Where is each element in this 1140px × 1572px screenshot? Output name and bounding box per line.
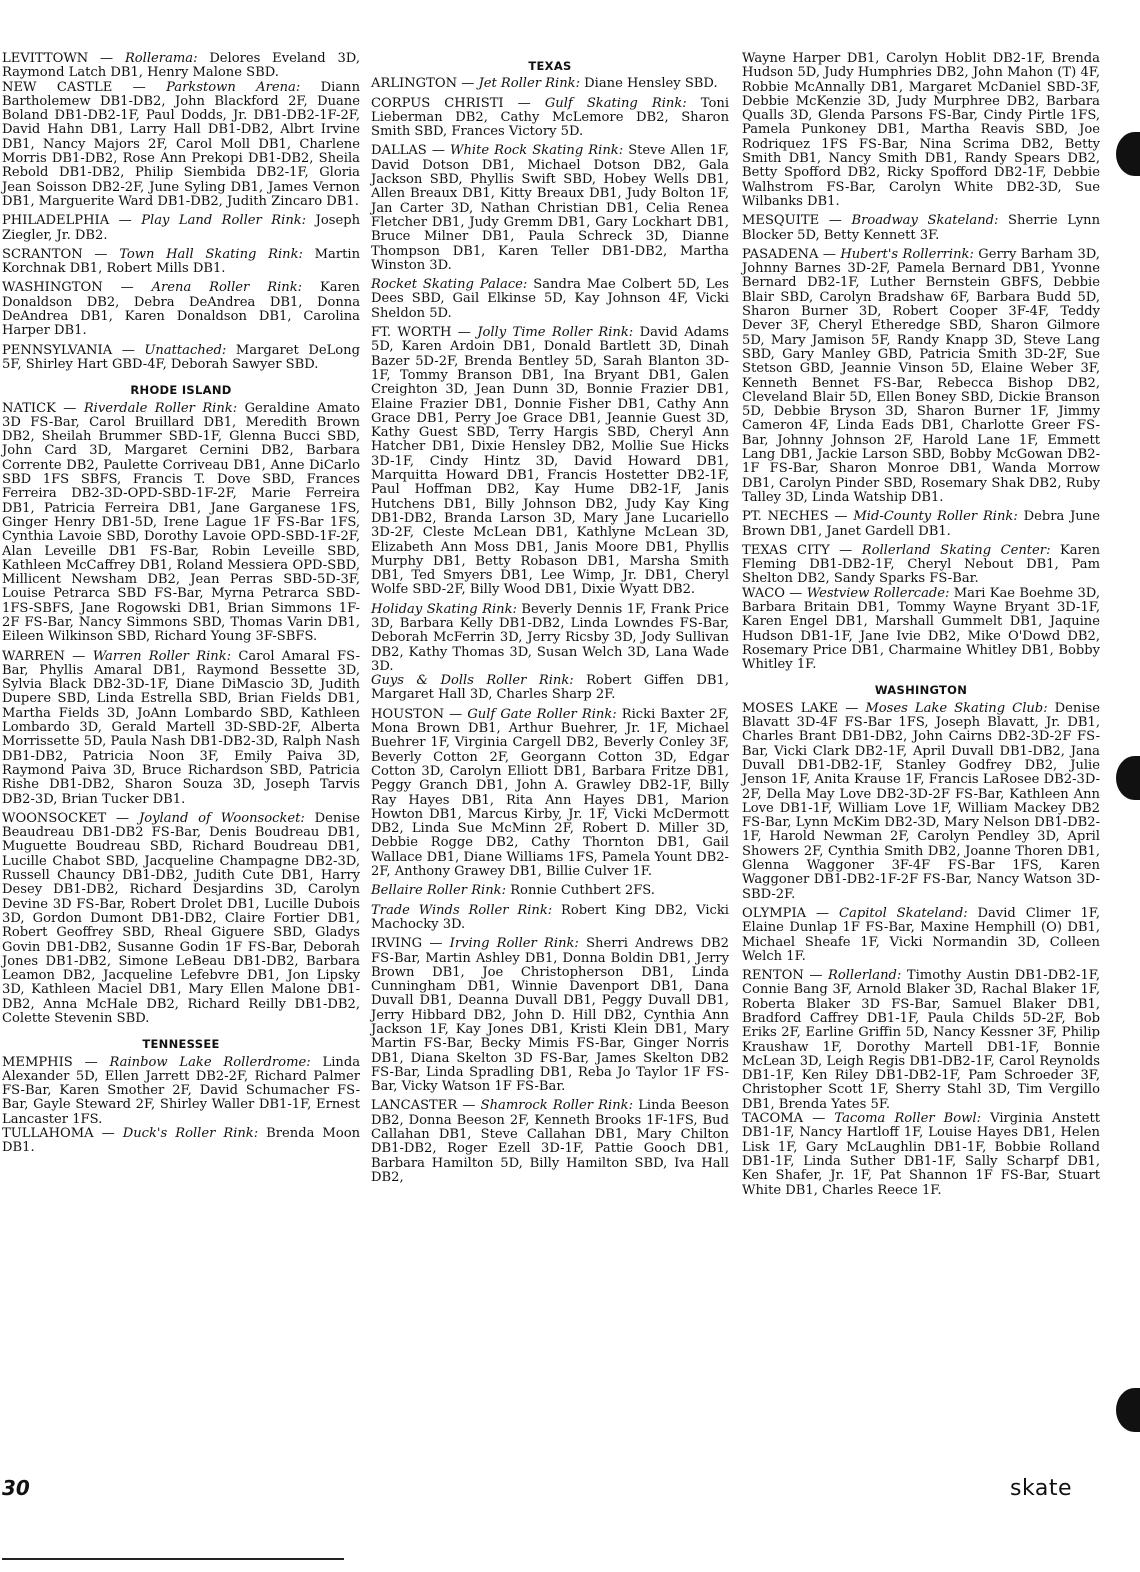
rink-entry: SCRANTON — Town Hall Skating Rink: Martin Korchnak DB1, Robert Mills DB1. (2, 246, 360, 277)
rink-name: Joyland of Woonsocket: (138, 810, 305, 826)
rink-entry: WARREN — Warren Roller Rink: Carol Amaral FS-Bar, Phyllis Amaral DB1, Raymond Bessette 3D, Sylvia Black DB2-3D-1F, Diane DiMascio 3D, Judith Dupere SBD, Linda Estrella SBD, Brian Fields DB1, Martha Fields 3D, JoAnn Lombardo SBD, Kathleen Lombardo 3D, Gerald Martell 3D-SBD-2F, Alberta Morrissette 5D, Paula Nash DB1-DB2-3D, Ralph Nash DB1-DB2, Patricia Noon 3F, Emily Paiva 3D, Raymond Paiva 3D, Bruce Richardson SBD, Patricia Rishe DB1-DB2, Sharon Souza 3D, Joseph Tarvis DB2-3D, Brian Tucker DB1. (2, 648, 360, 807)
rink-name: Mid-County Roller Rink: (853, 509, 1018, 525)
skater-list: Karen Fleming DB1-DB2-1F, Cheryl Nebout DB1, Pam Shelton DB2, Sandy Sparks FS-Bar. (742, 542, 1101, 587)
skater-list: Ronnie Cuthbert 2FS. (510, 883, 655, 899)
skater-list: Beverly Dennis 1F, Frank Price 3D, Barbara Kelly DB1-DB2, Linda Lowndes FS-Bar, Deborah McFerrin 3D, Jerry Ricsby 3D, Jody Sullivan DB2, Kathy Thomas 3D, Susan Welch 3D, Lana Wade 3D. (371, 601, 729, 674)
rink-entry: PHILADELPHIA — Play Land Roller Rink: Joseph Ziegler, Jr. DB2. (2, 213, 361, 243)
skater-list: Delores Eveland 3D, Raymond Latch DB1, Henry Malone SBD. (2, 51, 360, 81)
skater-list: Toni Lieberman DB2, Cathy McLemore DB2, Sharon Smith SBD, Frances Victory 5D. (371, 95, 730, 140)
thumb-tab-mark (1116, 132, 1140, 176)
skater-list: Gerry Barham 3D, Johnny Barnes 3D-2F, Pamela Bernard DB1, Yvonne Bernard DB2-1F, Luther Bernstein GBFS, Debbie Blair SBD, Carolyn Bradshaw 6F, Barbara Budd 5D, Sharon Burner 3D, Robert Cooper 3F-4F, Teddy Dever 3F, Cheryl Etheredge SBD, Sharon Gilmore 5D, Mary Jamison 5F, Randy Knapp 3D, Steve Lang SBD, Gary Manley GBD, Patricia Smith 3D-2F, Sue Stetson GBD, Jeannie Vinson 5D, Elaine Weber 3F, Kenneth Bennet FS-Bar, Rebecca Bishop DB2, Cleveland Blair 5D, Ellen Boney SBD, Dickie Branson 5D, Debbie Bryson 3D, Sharon Burner 1F, Jimmy Cameron 4F, Linda Eads DB1, Charlotte Greer FS-Bar, Johnny Johnson 2F, Harold Lane 1F, Emmett Lang DB1, Jackie Larson SBD, Bobby McGowan DB2-1F FS-Bar, Sharon Monroe DB1, Wanda Morrow DB1, Carolyn Pinder SBD, Rosemary Shak DB2, Ruby Talley 3D, Linda Watship DB1. (742, 246, 1100, 505)
rink-name: Unattached: (144, 342, 227, 358)
city-name: RENTON (742, 968, 804, 984)
rink-name: Gulf Gate Roller Rink: (467, 706, 617, 722)
rink-name: Guys & Dolls Roller Rink: (371, 673, 574, 689)
skater-list: Timothy Austin DB1-DB2-1F, Connie Bang 3F, Arnold Blaker 3D, Rachal Blaker 1F, Roberta Blaker 3D FS-Bar, Samuel Blaker DB1, Bradford Caffrey DB1-1F, Paula Childs 5D-2F, Bob Eriks 2F, Earline Griffin 5D, Nancy Kessner 3F, Philip Kraushaw 1F, Dorothy Martell DB1-1F, Bonnie McLean 3D, Leigh Regis DB1-DB2-1F, Carol Reynolds DB1-1F, Ken Riley DB1-DB2-1F, Pam Schroeder 3F, Christopher Scott 1F, Sherry Stahl 3D, Tim Vergillo DB1, Brenda Yates 5F. (742, 968, 1100, 1112)
skater-list: Linda Beeson DB2, Donna Beeson 2F, Kenneth Brooks 1F-1FS, Bud Callahan DB1, Steve Callahan DB1, Mary Chilton DB1-DB2, Roger Ezell 3D-1F, Pattie Gooch DB1, Barbara Hamilton 5D, Billy Hamilton SBD, Iva Hall DB2, (371, 1098, 730, 1185)
state-heading: TENNESSEE (142, 1037, 220, 1052)
skater-list: Diane Hensley SBD. (584, 76, 718, 92)
skater-list: Robert Giffen DB1, Margaret Hall 3D, Charles Sharp 2F. (371, 673, 730, 703)
rink-name: Bellaire Roller Rink: (371, 883, 507, 899)
city-name: PENNSYLVANIA (2, 342, 113, 358)
skater-list: Sandra Mae Colbert 5D, Les Dees SBD, Gail Elkinse 5D, Kay Johnson 4F, Vicki Sheldon 5D. (371, 277, 729, 321)
skater-list: Joseph Ziegler, Jr. DB2. (2, 213, 361, 243)
rink-entry (742, 52, 1100, 209)
skater-list: Denise Blavatt 3D-4F FS-Bar 1FS, Joseph Blavatt, Jr. DB1, Charles Brant DB1-DB2, John Cairns DB2-3D-2F FS-Bar, Vicki Clark DB2-1F, April Duvall DB1-DB2, Jana Duvall DB1-DB2-1F, Stanley Godfrey DB2, Julie Jenson 1F, Anita Krause 1F, Francis LaRosee DB2-3D-2F, Della May Love DB2-3D-2F FS-Bar, Kathleen Ann Love DB1-1F, William Love 1F, William Mackey DB2 FS-Bar, Lynn McKim DB2-3D, Mary Nelson DB1-DB2-1F, Harold Newman 2F, Carolyn Pendley 3D, April Showers 2F, Cynthia Smith DB2, Joanne Thoren DB1, Glenna Waggoner 3F-4F FS-Bar 1FS, Karen Waggoner DB1-DB2-1F-2F FS-Bar, Nancy Watson 3D-SBD-2F. (742, 700, 1101, 902)
rink-entry: NEW CASTLE — Parkstown Arena: Diann Bartholemew DB1-DB2, John Blackford 2F, Duane Boland DB1-DB2-1F, Paul Dodds, Jr. DB1-DB2-1F-2F, David Hahn DB1, Larry Hall DB1-DB2, Albrt Irvine DB1, Nancy Majors 2F, Carol Moll DB1, Charlene Morris DB1-DB2, Rose Ann Prekopi DB1-DB2, Sheila Rebold DB1-DB2, Philip Siembida DB2-1F, Gloria Jean Soisson DB2-2F, June Syling DB1, James Vernon DB1, Marguerite Ward DB1-DB2, Judith Zincaro DB1. (2, 79, 360, 209)
city-name: DALLAS (371, 143, 427, 159)
rink-entry: DALLAS — White Rock Skating Rink: Steve Allen 1F, David Dotson DB1, Michael Dotson DB2, Gala Jackson SBD, Phyllis Swift SBD, Hobey Wells DB1, Allen Breaux DB1, Kitty Breaux DB1, Judy Bolton 1F, Jan Carter 3D, Nathan Christian DB1, Celia Renea Fletcher DB1, Judy Gremm DB1, Gary Lockhart DB1, Bruce Milner DB1, Paula Schreck 3D, Dianne Thompson DB1, Karen Teller DB1-DB2, Martha Winston 3D. (371, 143, 729, 273)
rink-name: Gulf Skating Rink: (544, 95, 687, 111)
skater-list: Karen Donaldson DB2, Debra DeAndrea DB1, Donna DeAndrea DB1, Karen Donaldson DB1, Carolina Harper DB1. (2, 280, 360, 339)
city-name: NATICK (2, 400, 56, 416)
rink-entry: HOUSTON — Gulf Gate Roller Rink: Ricki Baxter 2F, Mona Brown DB1, Arthur Buehrer, Jr. 1F, Michael Buehrer 1F, Virginia Cargell DB2, Beverly Conley 3F, Beverly Cotton 2F, Georgann Cotton 3D, Edgar Cotton 3D, Carolyn Elliott DB1, Barbara Fritze DB1, Peggy Granch DB1, John A. Grawley DB2-1F, Billy Ray Hayes DB1, Rita Ann Hayes DB1, Marion Howton DB1, Marcus Kirby, Jr. 1F, Vicki McDermott DB2, Linda Sue McMinn 2F, Robert D. Miller 3D, Debbie Rogge DB2, Cathy Thornton DB1, Gail Wallace DB1, Diane Williams 1FS, Pamela Yount DB2-2F, Anthony Grawey DB1, Billie Culver 1F. (371, 706, 730, 880)
state-heading: TEXAS (528, 59, 572, 73)
skater-list: Martin Korchnak DB1, Robert Mills DB1. (2, 246, 360, 277)
skater-list: Carol Amaral FS-Bar, Phyllis Amaral DB1, Raymond Bessette 3D, Sylvia Black DB2-3D-1F, Diane DiMascio 3D, Judith Dupere SBD, Linda Estrella SBD, Brian Fields DB1, Martha Fields 3D, JoAnn Lombardo SBD, Kathleen Lombardo 3D, Gerald Martell 3D-SBD-2F, Alberta Morrissette 5D, Paula Nash DB1-DB2-3D, Ralph Nash DB1-DB2, Patricia Noon 3F, Emily Paiva 3D, Raymond Paiva 3D, Bruce Richardson SBD, Patricia Rishe DB1-DB2, Sharon Souza 3D, Joseph Tarvis DB2-3D, Brian Tucker DB1. (2, 648, 360, 807)
city-name: WOONSOCKET (2, 810, 107, 826)
skater-list: Ricki Baxter 2F, Mona Brown DB1, Arthur Buehrer, Jr. 1F, Michael Buehrer 1F, Virginia Cargell DB2, Beverly Conley 3F, Beverly Cotton 2F, Georgann Cotton 3D, Edgar Cotton 3D, Carolyn Elliott DB1, Barbara Fritze DB1, Peggy Granch DB1, John A. Grawley DB2-1F, Billy Ray Hayes DB1, Rita Ann Hayes DB1, Marion Howton DB1, Marcus Kirby, Jr. 1F, Vicki McDermott DB2, Linda Sue McMinn 2F, Robert D. Miller 3D, Debbie Rogge DB2, Cathy Thornton DB1, Gail Wallace DB1, Diane Williams 1FS, Pamela Yount DB2-2F, Anthony Grawey DB1, Billie Culver 1F. (371, 706, 730, 880)
thumb-tab-mark (1116, 1388, 1140, 1432)
skater-list: Linda Alexander 5D, Ellen Jarrett DB2-2F, Richard Palmer FS-Bar, Karen Smother 2F, David Schumacher FS-Bar, Gayle Steward 2F, Shirley Waller DB1-1F, Ernest Lancaster 1FS. (2, 1054, 361, 1127)
rink-entry: CORPUS CHRISTI — Gulf Skating Rink: Toni Lieberman DB2, Cathy McLemore DB2, Sharon Smith SBD, Frances Victory 5D. (371, 95, 730, 140)
city-name: PASADENA (742, 246, 819, 262)
column-middle (371, 52, 729, 1190)
skater-list: Robert King DB2, Vicki Machocky 3D. (371, 902, 729, 932)
rink-name: Shamrock Roller Rink: (480, 1098, 633, 1114)
city-name: NEW CASTLE (2, 79, 113, 95)
skater-list: Steve Allen 1F, David Dotson DB1, Michael Dotson DB2, Gala Jackson SBD, Phyllis Swift SBD, Hobey Wells DB1, Allen Breaux DB1, Kitty Breaux DB1, Judy Bolton 1F, Jan Carter 3D, Nathan Christian DB1, Celia Renea Fletcher DB1, Judy Gremm DB1, Gary Lockhart DB1, Bruce Milner DB1, Paula Schreck 3D, Dianne Thompson DB1, Karen Teller DB1-DB2, Martha Winston 3D. (371, 143, 729, 273)
city-name: CORPUS CHRISTI (371, 95, 504, 111)
rink-entry: IRVING — Irving Roller Rink: Sherri Andrews DB2 FS-Bar, Martin Ashley DB1, Donna Boldin DB1, Jerry Brown DB1, Joe Christopherson DB1, Linda Cunningham DB1, Winnie Davenport DB1, Dana Duvall DB1, Deanna Duvall DB1, Peggy Duvall DB1, Jerry Hibbard DB2, John D. Hill DB2, Cynthia Ann Jackson 1F, Kay Jones DB1, Kristi Klein DB1, Mary Martin FS-Bar, Becky Mimis FS-Bar, Ginger Norris DB1, Diana Skelton 3D FS-Bar, James Skelton DB2 FS-Bar, Linda Spradling DB1, Reba Jo Taylor 1F FS-Bar, Vicky Watson 1F FS-Bar. (371, 936, 730, 1095)
magazine-name: skate (1010, 1476, 1072, 1501)
rink-entry: MEMPHIS — Rainbow Lake Rollerdrome: Linda Alexander 5D, Ellen Jarrett DB2-2F, Richard Palmer FS-Bar, Karen Smother 2F, David Schumacher FS-Bar, Gayle Steward 2F, Shirley Waller DB1-1F, Ernest Lancaster 1FS. (2, 1054, 361, 1127)
rink-name: Rocket Skating Palace: (371, 277, 528, 293)
rink-entry (371, 278, 729, 321)
rink-name: Parkstown Arena: (166, 79, 301, 95)
skater-list: Diann Bartholemew DB1-DB2, John Blackford 2F, Duane Boland DB1-DB2-1F, Paul Dodds, Jr. DB1-DB2-1F-2F, David Hahn DB1, Larry Hall DB1-DB2, Albrt Irvine DB1, Nancy Majors 2F, Carol Moll DB1, Charlene Morris DB1-DB2, Rose Ann Prekopi DB1-DB2, Sheila Rebold DB1-DB2, Philip Siembida DB2-1F, Gloria Jean Soisson DB2-2F, June Syling DB1, James Vernon DB1, Marguerite Ward DB1-DB2, Judith Zincaro DB1. (2, 79, 360, 209)
city-name: MOSES LAKE (742, 700, 839, 716)
skater-list: Virginia Anstett DB1-1F, Nancy Hartloff 1F, Louise Hayes DB1, Helen Lisk 1F, Gary McLaughlin DB1-1F, Bobbie Rolland DB1-1F, Linda Suther DB1-1F, Sally Scharpf DB1, Ken Shafer, Jr. 1F, Pat Shannon 1F FS-Bar, Stuart White DB1, Charles Reece 1F. (742, 1111, 1100, 1198)
rink-entry: WOONSOCKET — Joyland of Woonsocket: Denise Beaudreau DB1-DB2 FS-Bar, Denis Boudreau DB1, Muguette Boudreau SBD, Richard Boudreau DB1, Lucille Chabot SBD, Jacqueline Champagne DB2-3D, Russell Chauncy DB1-DB2, Judith Cute DB1, Harry Desey DB1-DB2, Richard Desjardins 3D, Carolyn Devine 3D FS-Bar, Robert Drolet DB1, Lucille Dubois 3D, Gordon Dumont DB1-DB2, Claire Fortier DB1, Robert Geoffrey SBD, Rheal Giguere SBD, Gladys Govin DB1-DB2, Susanne Godin 1F FS-Bar, Deborah Jones DB1-DB2, Simone LeBeau DB1-DB2, Barbara Leamon DB2, Jacqueline Lefebvre DB1, Jon Lipsky 3D, Kathleen Maciel DB1, Mary Ellen Malone DB1-DB2, Anna McHale DB2, Richard Reilly DB1-DB2, Colette Stevenin SBD. (2, 810, 361, 1026)
rink-name: Moses Lake Skating Club: (865, 700, 1048, 716)
rink-name: Broadway Skateland: (851, 213, 999, 229)
column-right (742, 52, 1100, 1203)
rink-name: Warren Roller Rink: (92, 648, 232, 664)
rink-entry: LEVITTOWN — Rollerama: Delores Eveland 3D, Raymond Latch DB1, Henry Malone SBD. (2, 51, 360, 81)
rink-name: Hubert's Rollerrink: (840, 246, 974, 262)
page-number: 30 (2, 1476, 30, 1500)
rink-name: Arena Roller Rink: (151, 280, 303, 296)
state-heading: RHODE ISLAND (130, 383, 232, 398)
state-heading: WASHINGTON (874, 683, 968, 698)
rink-name: Jolly Time Roller Rink: (477, 325, 634, 341)
rink-name: Rainbow Lake Rollerdrome: (109, 1054, 311, 1070)
city-name: WARREN (2, 648, 65, 664)
city-name: WASHINGTON (2, 280, 103, 296)
city-name: LEVITTOWN (2, 51, 89, 66)
city-name: TEXAS CITY (742, 542, 830, 558)
city-name: SCRANTON (2, 246, 83, 262)
skater-list: David Adams 5D, Karen Ardoin DB1, Donald Bartlett 3D, Dinah Bazer 5D-2F, Brenda Bentley 5D, Sarah Blanton 3D-1F, Tommy Branson DB1, Ina Bryant DB1, Galen Creighton 3D, Jean Dunn 3D, Bonnie Frazier DB1, Elaine Frazier DB1, Donnie Fisher DB1, Cathy Ann Grace DB1, Perry Joe Grace DB1, Jeannie Guest 3D, Kathy Guest SBD, Terry Hargis SBD, Cheryl Ann Hatcher DB1, Dixie Hensley DB2, Mollie Sue Hicks 3D-1F, Cindy Hintz 3D, David Howard DB1, Marquitta Howard DB1, Francis Hostetter DB2-1F, Paul Hoffman DB2, Kay Hume DB2-1F, Janis Hutchens DB1, Billy Johnson DB2, Judy Kay King DB1-DB2, Branda Larson 3D, Mary Jane Lucariello 3D-2F, Cleste McLean DB1, Kathlyne McLean 3D, Elizabeth Ann Moss DB1, Janis Moore DB1, Phyllis Murphy DB1, Betty Robason DB1, Marsha Smith DB1, Ted Smyers DB1, Lee Wimp, Jr. DB1, Cheryl Wolfe SBD-2F, Billy Wood DB1, Dixie Wyatt DB2. (371, 325, 729, 598)
rink-entry: MOSES LAKE — Moses Lake Skating Club: Denise Blavatt 3D-4F FS-Bar 1FS, Joseph Blavatt, Jr. DB1, Charles Brant DB1-DB2, John Cairns DB2-3D-2F FS-Bar, Vicki Clark DB2-1F, April Duvall DB1-DB2, Jana Duvall DB1-DB2-1F, Stanley Godfrey DB2, Julie Jenson 1F, Anita Krause 1F, Francis LaRosee DB2-3D-2F, Della May Love DB2-3D-2F FS-Bar, Kathleen Ann Love DB1-1F, William Love 1F, William Mackey DB2 FS-Bar, Lynn McKim DB2-3D, Mary Nelson DB1-DB2-1F, Harold Newman 2F, Carolyn Pendley 3D, April Showers 2F, Cynthia Smith DB2, Joanne Thoren DB1, Glenna Waggoner 3F-4F FS-Bar 1FS, Karen Waggoner DB1-DB2-1F-2F FS-Bar, Nancy Watson 3D-SBD-2F. (742, 700, 1101, 902)
column-left (2, 52, 360, 1161)
rink-name: Riverdale Roller Rink: (83, 400, 238, 416)
rink-entry: MESQUITE — Broadway Skateland: Sherrie Lynn Blocker 5D, Betty Kennett 3F. (742, 213, 1100, 243)
rink-name: Irving Roller Rink: (449, 936, 579, 952)
city-name: IRVING (371, 936, 423, 952)
skater-list: Brenda Moon DB1. (2, 1126, 361, 1156)
rink-entry: TACOMA — Tacoma Roller Bowl: Virginia Anstett DB1-1F, Nancy Hartloff 1F, Louise Hayes DB1, Helen Lisk 1F, Gary McLaughlin DB1-1F, Bobbie Rolland DB1-1F, Linda Suther DB1-1F, Sally Scharpf DB1, Ken Shafer, Jr. 1F, Pat Shannon 1F FS-Bar, Stuart White DB1, Charles Reece 1F. (742, 1111, 1100, 1198)
rink-name: Play Land Roller Rink: (141, 213, 307, 229)
rink-entry (371, 674, 729, 703)
skater-list: David Climer 1F, Elaine Dunlap 1F FS-Bar, Maxine Hemphill (O) DB1, Michael Sheafe 1F, Vicki Normandin 3D, Colleen Welch 1F. (742, 905, 1101, 964)
rink-name: Capitol Skateland: (839, 905, 968, 921)
skater-list: Geraldine Amato 3D FS-Bar, Carol Bruillard DB1, Meredith Brown DB2, Sheilah Brummer SBD-1F, Glenna Bucci SBD, John Card 3D, Margaret Cernini DB2, Barbara Corrente DB2, Paulette Corriveau DB1, Anne DiCarlo SBD 1FS SBFS, Francis T. Dove SBD, Frances Ferreira DB2-3D-OPD-SBD-1F-2F, Marie Ferreira DB1, Patricia Ferreira DB1, Jane Garganese 1FS, Ginger Henry DB1-5D, Irene Lague 1F FS-Bar 1FS, Cynthia Lavoie SBD, Dorothy Lavoie OPD-SBD-1F-2F, Alan Leveille DB1 FS-Bar, Robin Leveille SBD, Kathleen McCaffrey DB1, Roland Messiera OPD-SBD, Millicent Newsham DB2, Jean Perras SBD-5D-3F, Louise Petrarca SBD FS-Bar, Myrna Petrarca SBD-1FS-SBFS, Jane Rogowski DB1, Brian Simmons 1F-2F FS-Bar, Nancy Simmons SBD, Thomas Varin DB1, Eileen Wilkinson SBD, Richard Young 3F-SBFS. (2, 400, 361, 645)
skater-list: Margaret DeLong 5F, Shirley Hart GBD-4F, Deborah Sawyer SBD. (2, 342, 360, 372)
rink-entry: WACO — Westview Rollercade: Mari Kae Boehme 3D, Barbara Britain DB1, Tommy Wayne Bryant 3D-1F, Karen Engel DB1, Marshall Gummelt DB1, Jaquine Hudson DB1-1F, Jane Ivie DB2, Mike O'Dowd DB2, Rosemary Price DB1, Charmaine Whitley DB1, Bobby Whitley 1F. (742, 585, 1100, 673)
city-name: HOUSTON (371, 706, 445, 722)
rink-entry: LANCASTER — Shamrock Roller Rink: Linda Beeson DB2, Donna Beeson 2F, Kenneth Brooks 1F-1FS, Bud Callahan DB1, Steve Callahan DB1, Mary Chilton DB1-DB2, Roger Ezell 3D-1F, Pattie Gooch DB1, Barbara Hamilton 5D, Billy Hamilton SBD, Iva Hall DB2, (371, 1098, 730, 1185)
rink-name: Rollerland: (827, 968, 902, 984)
rink-entry: TEXAS CITY — Rollerland Skating Center: Karen Fleming DB1-DB2-1F, Cheryl Nebout DB1, Pam Shelton DB2, Sandy Sparks FS-Bar. (742, 542, 1101, 587)
skater-list: Denise Beaudreau DB1-DB2 FS-Bar, Denis Boudreau DB1, Muguette Boudreau SBD, Richard Boudreau DB1, Lucille Chabot SBD, Jacqueline Champagne DB2-3D, Russell Chauncy DB1-DB2, Judith Cute DB1, Harry Desey DB1-DB2, Richard Desjardins 3D, Carolyn Devine 3D FS-Bar, Robert Drolet DB1, Lucille Dubois 3D, Gordon Dumont DB1-DB2, Claire Fortier DB1, Robert Geoffrey SBD, Rheal Giguere SBD, Gladys Govin DB1-DB2, Susanne Godin 1F FS-Bar, Deborah Jones DB1-DB2, Simone LeBeau DB1-DB2, Barbara Leamon DB2, Jacqueline Lefebvre DB1, Jon Lipsky 3D, Kathleen Maciel DB1, Mary Ellen Malone DB1-DB2, Anna McHale DB2, Richard Reilly DB1-DB2, Colette Stevenin SBD. (2, 810, 361, 1026)
city-name: PHILADELPHIA (2, 213, 110, 229)
skater-list: Sherri Andrews DB2 FS-Bar, Martin Ashley DB1, Donna Boldin DB1, Jerry Brown DB1, Joe Christopherson DB1, Linda Cunningham DB1, Winnie Davenport DB1, Dana Duvall DB1, Deanna Duvall DB1, Peggy Duvall DB1, Jerry Hibbard DB2, John D. Hill DB2, Cynthia Ann Jackson 1F, Kay Jones DB1, Kristi Klein DB1, Mary Martin FS-Bar, Becky Mimis FS-Bar, Ginger Norris DB1, Diana Skelton 3D FS-Bar, James Skelton DB2 FS-Bar, Linda Spradling DB1, Reba Jo Taylor 1F FS-Bar, Vicky Watson 1F FS-Bar. (371, 936, 730, 1095)
rink-entry: ARLINGTON — Jet Roller Rink: Diane Hensley SBD. (371, 76, 718, 92)
rink-entry: FT. WORTH — Jolly Time Roller Rink: David Adams 5D, Karen Ardoin DB1, Donald Bartlett 3D, Dinah Bazer 5D-2F, Brenda Bentley 5D, Sarah Blanton 3D-1F, Tommy Branson DB1, Ina Bryant DB1, Galen Creighton 3D, Jean Dunn 3D, Bonnie Frazier DB1, Elaine Frazier DB1, Donnie Fisher DB1, Cathy Ann Grace DB1, Perry Joe Grace DB1, Jeannie Guest 3D, Kathy Guest SBD, Terry Hargis SBD, Cheryl Ann Hatcher DB1, Dixie Hensley DB2, Mollie Sue Hicks 3D-1F, Cindy Hintz 3D, David Howard DB1, Marquitta Howard DB1, Francis Hostetter DB2-1F, Paul Hoffman DB2, Kay Hume DB2-1F, Janis Hutchens DB1, Billy Johnson DB2, Judy Kay King DB1-DB2, Branda Larson 3D, Mary Jane Lucariello 3D-2F, Cleste McLean DB1, Kathlyne McLean 3D, Elizabeth Ann Moss DB1, Janis Moore DB1, Phyllis Murphy DB1, Betty Robason DB1, Marsha Smith DB1, Ted Smyers DB1, Lee Wimp, Jr. DB1, Cheryl Wolfe SBD-2F, Billy Wood DB1, Dixie Wyatt DB2. (371, 325, 729, 598)
rink-entry: PT. NECHES — Mid-County Roller Rink: Debra June Brown DB1, Janet Gardell DB1. (742, 509, 1100, 539)
city-name: MEMPHIS (2, 1054, 73, 1070)
rink-entry: TULLAHOMA — Duck's Roller Rink: Brenda Moon DB1. (2, 1126, 361, 1156)
rink-name: Town Hall Skating Rink: (119, 246, 303, 262)
rink-name: Holiday Skating Rink: (371, 601, 517, 617)
city-name: MESQUITE (742, 213, 820, 229)
rink-name: Duck's Roller Rink: (122, 1126, 259, 1142)
skater-list: Debra June Brown DB1, Janet Gardell DB1. (742, 509, 1100, 539)
city-name: TACOMA (742, 1111, 804, 1127)
rink-entry (371, 884, 729, 898)
city-name: PT. NECHES (742, 509, 829, 525)
rink-name: Rollerama: (124, 51, 198, 66)
rink-name: White Rock Skating Rink: (450, 143, 624, 159)
rink-entry: NATICK — Riverdale Roller Rink: Geraldine Amato 3D FS-Bar, Carol Bruillard DB1, Meredith Brown DB2, Sheilah Brummer SBD-1F, Glenna Bucci SBD, John Card 3D, Margaret Cernini DB2, Barbara Corrente DB2, Paulette Corriveau DB1, Anne DiCarlo SBD 1FS SBFS, Francis T. Dove SBD, Frances Ferreira DB2-3D-OPD-SBD-1F-2F, Marie Ferreira DB1, Patricia Ferreira DB1, Jane Garganese 1FS, Ginger Henry DB1-5D, Irene Lague 1F FS-Bar 1FS, Cynthia Lavoie SBD, Dorothy Lavoie OPD-SBD-1F-2F, Alan Leveille DB1 FS-Bar, Robin Leveille SBD, Kathleen McCaffrey DB1, Roland Messiera OPD-SBD, Millicent Newsham DB2, Jean Perras SBD-5D-3F, Louise Petrarca SBD FS-Bar, Myrna Petrarca SBD-1FS-SBFS, Jane Rogowski DB1, Brian Simmons 1F-2F FS-Bar, Nancy Simmons SBD, Thomas Varin DB1, Eileen Wilkinson SBD, Richard Young 3F-SBFS. (2, 400, 361, 645)
rink-name: Jet Roller Rink: (478, 76, 580, 92)
rink-name: Westview Rollercade: (806, 585, 950, 601)
city-name: FT. WORTH (371, 325, 452, 341)
skater-list: Wayne Harper DB1, Carolyn Hoblit DB2-1F, Brenda Hudson 5D, Judy Humphries DB2, John Mahon (T) 4F, Robbie McAnnally DB1, Margaret McDaniel SBD-3F, Debbie McKenzie 3D, Judy Murphree DB2, Barbara Qualls 3D, Glenda Parsons FS-Bar, Cindy Pirtle 1FS, Pamela Punkoney DB1, Martha Reavis SBD, Joe Rodriquez 1FS FS-Bar, Nina Scrima DB2, Betty Smith DB1, Nancy Smith DB1, Randy Spears DB2, Betty Spofford DB2, Ricky Spofford DB2-1F, Debbie Walhstrom FS-Bar, Carolyn White DB2-3D, Sue Wilbanks DB1. (742, 51, 1100, 209)
city-name: OLYMPIA (742, 905, 807, 921)
rink-name: Trade Winds Roller Rink: (371, 902, 553, 918)
city-name: WACO (742, 585, 786, 601)
skater-list: Mari Kae Boehme 3D, Barbara Britain DB1, Tommy Wayne Bryant 3D-1F, Karen Engel DB1, Marshall Gummelt DB1, Jaquine Hudson DB1-1F, Jane Ivie DB2, Mike O'Dowd DB2, Rosemary Price DB1, Charmaine Whitley DB1, Bobby Whitley 1F. (742, 585, 1100, 673)
city-name: TULLAHOMA (2, 1126, 94, 1142)
skater-list: Sherrie Lynn Blocker 5D, Betty Kennett 3F. (742, 213, 1100, 243)
city-name: LANCASTER (371, 1098, 458, 1114)
rink-entry (371, 603, 729, 674)
footer-rule (2, 1558, 344, 1560)
rink-entry: WASHINGTON — Arena Roller Rink: Karen Donaldson DB2, Debra DeAndrea DB1, Donna DeAndrea DB1, Karen Donaldson DB1, Carolina Harper DB1. (2, 280, 360, 339)
rink-name: Rollerland Skating Center: (861, 542, 1051, 558)
rink-entry: PASADENA — Hubert's Rollerrink: Gerry Barham 3D, Johnny Barnes 3D-2F, Pamela Bernard DB1, Yvonne Bernard DB2-1F, Luther Bernstein GBFS, Debbie Blair SBD, Carolyn Bradshaw 6F, Barbara Budd 5D, Sharon Burner 3D, Robert Cooper 3F-4F, Teddy Dever 3F, Cheryl Etheredge SBD, Sharon Gilmore 5D, Mary Jamison 5F, Randy Knapp 3D, Steve Lang SBD, Gary Manley GBD, Patricia Smith 3D-2F, Sue Stetson GBD, Jeannie Vinson 5D, Elaine Weber 3F, Kenneth Bennet FS-Bar, Rebecca Bishop DB2, Cleveland Blair 5D, Ellen Boney SBD, Dickie Branson 5D, Debbie Bryson 3D, Sharon Burner 1F, Jimmy Cameron 4F, Linda Eads DB1, Charlotte Greer FS-Bar, Johnny Johnson 2F, Harold Lane 1F, Emmett Lang DB1, Jackie Larson SBD, Bobby McGowan DB2-1F FS-Bar, Sharon Monroe DB1, Wanda Morrow DB1, Carolyn Pinder SBD, Rosemary Shak DB2, Ruby Talley 3D, Linda Watship DB1. (742, 246, 1100, 505)
rink-entry (371, 904, 729, 933)
rink-entry: RENTON — Rollerland: Timothy Austin DB1-DB2-1F, Connie Bang 3F, Arnold Blaker 3D, Rachal Blaker 1F, Roberta Blaker 3D FS-Bar, Samuel Blaker DB1, Bradford Caffrey DB1-1F, Paula Childs 5D-2F, Bob Eriks 2F, Earline Griffin 5D, Nancy Kessner 3F, Philip Kraushaw 1F, Dorothy Martell DB1-1F, Bonnie McLean 3D, Leigh Regis DB1-DB2-1F, Carol Reynolds DB1-1F, Ken Riley DB1-DB2-1F, Pam Schroeder 3F, Christopher Scott 1F, Sherry Stahl 3D, Tim Vergillo DB1, Brenda Yates 5F. (742, 968, 1100, 1112)
rink-name: Tacoma Roller Bowl: (834, 1111, 981, 1127)
city-name: ARLINGTON (371, 76, 458, 92)
thumb-tab-mark (1116, 756, 1140, 800)
rink-entry: PENNSYLVANIA — Unattached: Margaret DeLong 5F, Shirley Hart GBD-4F, Deborah Sawyer SBD. (2, 342, 360, 372)
rink-entry: OLYMPIA — Capitol Skateland: David Climer 1F, Elaine Dunlap 1F FS-Bar, Maxine Hemphill (O) DB1, Michael Sheafe 1F, Vicki Normandin 3D, Colleen Welch 1F. (742, 905, 1101, 964)
